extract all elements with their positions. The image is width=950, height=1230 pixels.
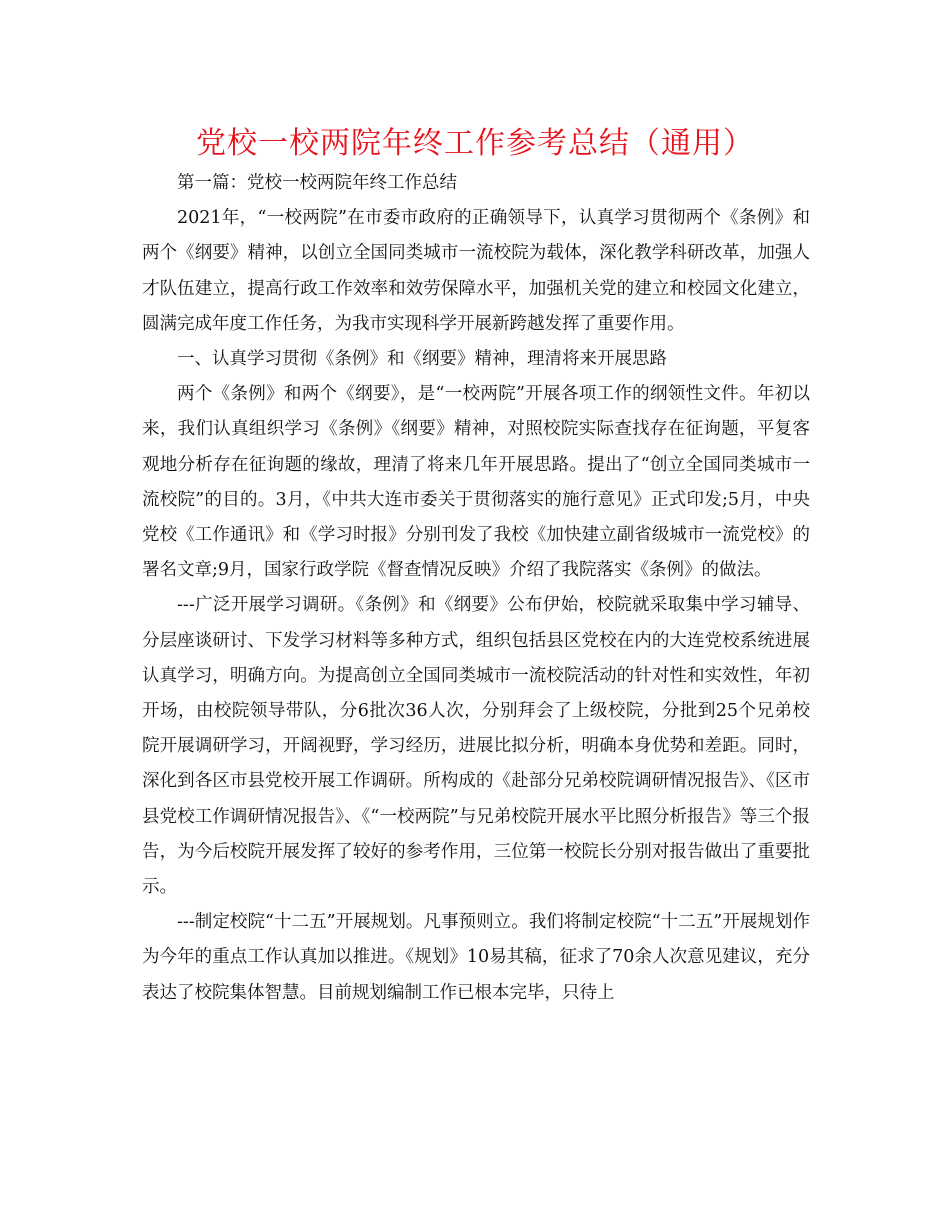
- paragraph-guidelines: 两个《条例》和两个《纲要》，是“一校两院”开展各项工作的纲领性文件。年初以来，我们认真组织学习《条例》《纲要》精神，对照校院实际查找存在征询题，平复客观地分析存在征询题的缘故，理清了将来几年开展思路。提出了“创立全国同类城市一流校院”的目的。3月，《中共大连市委关于贯彻落实的施行意见》正式印发;5月，中央党校《工作通讯》和《学习时报》分别刊发了我校《加快建立副省级城市一流党校》的署名文章;9月，国家行政学院《督查情况反映》介绍了我院落实《条例》的做法。: [142, 384, 810, 581]
- paragraph-section-heading: 第一篇：党校一校两院年终工作总结: [177, 173, 457, 193]
- document-body: [142, 166, 810, 1011]
- paragraph-planning: ---制定校院“十二五”开展规划。凡事预则立。我们将制定校院“十二五”开展规划作为今年的重点工作认真加以推进。《规划》10易其稿，征求了70余人次意见建议，充分表达了校院集体智慧。目前规划编制工作已根本完毕，只待上: [142, 912, 810, 1003]
- paragraph-heading-1: 一、认真学习贯彻《条例》和《纲要》精神，理清将来开展思路: [177, 349, 667, 370]
- document-title: 党校一校两院年终工作参考总结（通用）: [196, 126, 754, 161]
- paragraph-intro: 2021年，“一校两院”在市委市政府的正确领导下，认真学习贯彻两个《条例》和两个《纲要》精神，以创立全国同类城市一流校院为载体，深化教学科研改革，加强人才队伍建立，提高行政工作效率和效劳保障水平，加强机关党的建立和校园文化建立，圆满完成年度工作任务，为我市实现科学开展新跨越发挥了重要作用。: [142, 208, 810, 334]
- paragraph-research: ---广泛开展学习调研。《条例》和《纲要》公布伊始，校院就采取集中学习辅导、分层座谈研讨、下发学习材料等多种方式，组织包括县区党校在内的大连党校系统进展认真学习，明确方向。为提高创立全国同类城市一流校院活动的针对性和实效性，年初开场，由校院领导带队，分6批次36人次，分别拜会了上级校院，分批到25个兄弟校院开展调研学习，开阔视野，学习经历，进展比拟分析，明确本身优势和差距。同时，深化到各区市县党校开展工作调研。所构成的《赴部分兄弟校院调研情况报告》、《区市县党校工作调研情况报告》、《“一校两院”与兄弟校院开展水平比照分析报告》等三个报告，为今后校院开展发挥了较好的参考作用，三位第一校院长分别对报告做出了重要批示。: [142, 595, 810, 898]
